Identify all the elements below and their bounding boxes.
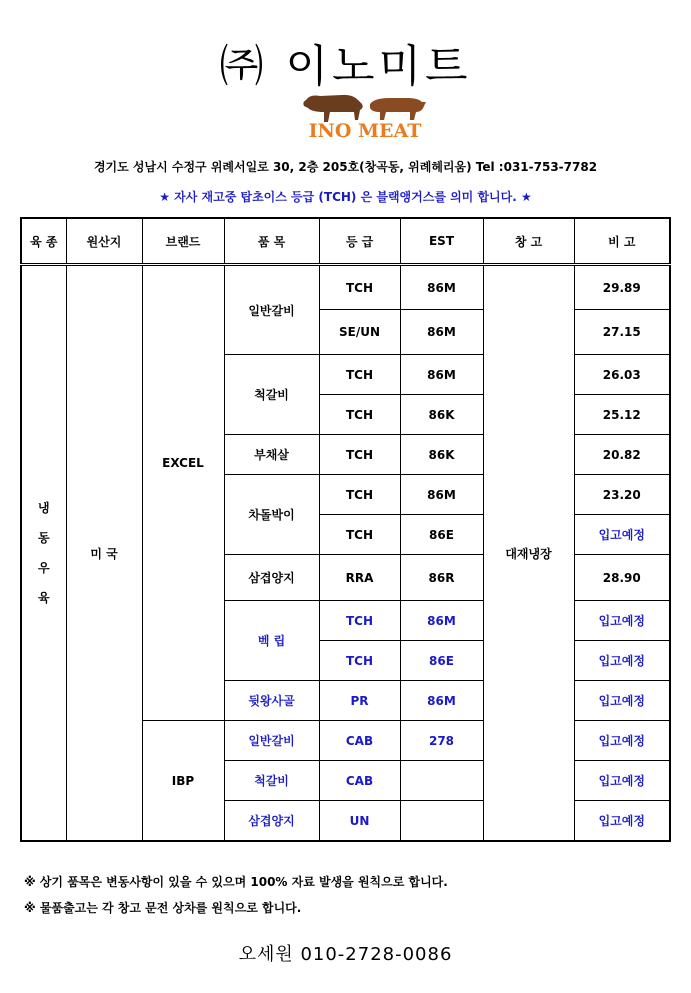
item-cell: 삼겹양지	[224, 801, 319, 841]
header-meat-type: 육 종	[21, 218, 66, 265]
table-header-row	[21, 218, 670, 265]
note-cell: 27.15	[574, 310, 670, 355]
logo-text: INO MEAT	[308, 120, 422, 142]
note-cell: 입고예정	[574, 801, 670, 841]
header-grade: 등 급	[319, 218, 400, 265]
grade-cell: RRA	[319, 555, 400, 601]
company-title: ㈜ 이노미트	[219, 41, 472, 92]
item-cell: 부채살	[224, 435, 319, 475]
note-cell: 입고예정	[574, 721, 670, 761]
est-cell: 86M	[400, 681, 483, 721]
grade-cell: TCH	[319, 355, 400, 395]
grade-cell: TCH	[319, 601, 400, 641]
brand-excel-cell: EXCEL	[142, 265, 224, 721]
header-note: 비 고	[574, 218, 670, 265]
footnote-item-change: ※ 상기 품목은 변동사항이 있을 수 있으며 100% 자료 발생을 원칙으로 합니다.	[24, 875, 448, 889]
grade-cell: TCH	[319, 641, 400, 681]
header-brand: 브랜드	[142, 218, 224, 265]
note-cell: 입고예정	[574, 681, 670, 721]
item-cell: 삼겹양지	[224, 555, 319, 601]
note-cell: 입고예정	[574, 515, 670, 555]
note-cell: 입고예정	[574, 761, 670, 801]
header-est: EST	[400, 218, 483, 265]
grade-cell: SE/UN	[319, 310, 400, 355]
note-cell: 23.20	[574, 475, 670, 515]
note-cell: 28.90	[574, 555, 670, 601]
origin-cell: 미 국	[66, 265, 142, 842]
grade-cell: UN	[319, 801, 400, 841]
est-cell: 86K	[400, 395, 483, 435]
brand-ibp-cell: IBP	[142, 721, 224, 841]
company-address: 경기도 성남시 수정구 위례서일로 30, 2층 205호(창곡동, 위례헤리움) Tel :031-753-7782	[93, 160, 598, 174]
header-warehouse: 창 고	[483, 218, 574, 265]
est-cell: 86K	[400, 435, 483, 475]
item-cell: 일반갈비	[224, 265, 319, 355]
note-cell: 20.82	[574, 435, 670, 475]
grade-cell: CAB	[319, 721, 400, 761]
est-cell: 86M	[400, 355, 483, 395]
est-cell: 86R	[400, 555, 483, 601]
grade-notice: ★ 자사 재고중 탑초이스 등급 (TCH) 은 블랙앵거스를 의미 합니다. ★	[159, 190, 532, 204]
contact-info: 오세원 010-2728-0086	[238, 944, 453, 965]
grade-cell: CAB	[319, 761, 400, 801]
item-cell: 척갈비	[224, 761, 319, 801]
table-row	[21, 265, 670, 310]
grade-cell: TCH	[319, 475, 400, 515]
est-cell: 86M	[400, 310, 483, 355]
meat-type-cell: 냉 동 우 육	[21, 265, 66, 842]
est-cell	[400, 761, 483, 801]
grade-cell: TCH	[319, 435, 400, 475]
grade-cell: TCH	[319, 265, 400, 310]
note-cell: 25.12	[574, 395, 670, 435]
footnote-shipping: ※ 물품출고는 각 창고 문전 상차를 원칙으로 합니다.	[24, 901, 302, 915]
est-cell: 278	[400, 721, 483, 761]
est-cell: 86M	[400, 265, 483, 310]
grade-cell: TCH	[319, 515, 400, 555]
note-cell: 입고예정	[574, 601, 670, 641]
note-cell: 입고예정	[574, 641, 670, 681]
item-cell: 차돌박이	[224, 475, 319, 555]
company-logo	[300, 90, 430, 146]
warehouse-cell: 대재냉장	[483, 265, 574, 842]
note-cell: 29.89	[574, 265, 670, 310]
item-cell: 뒷왕사골	[224, 681, 319, 721]
est-cell: 86M	[400, 601, 483, 641]
inventory-table	[20, 217, 671, 842]
note-cell: 26.03	[574, 355, 670, 395]
est-cell	[400, 801, 483, 841]
grade-cell: TCH	[319, 395, 400, 435]
est-cell: 86E	[400, 515, 483, 555]
grade-cell: PR	[319, 681, 400, 721]
est-cell: 86M	[400, 475, 483, 515]
item-cell: 일반갈비	[224, 721, 319, 761]
est-cell: 86E	[400, 641, 483, 681]
header-item: 품 목	[224, 218, 319, 265]
header-origin: 원산지	[66, 218, 142, 265]
item-cell: 척갈비	[224, 355, 319, 435]
item-cell: 벡 립	[224, 601, 319, 681]
